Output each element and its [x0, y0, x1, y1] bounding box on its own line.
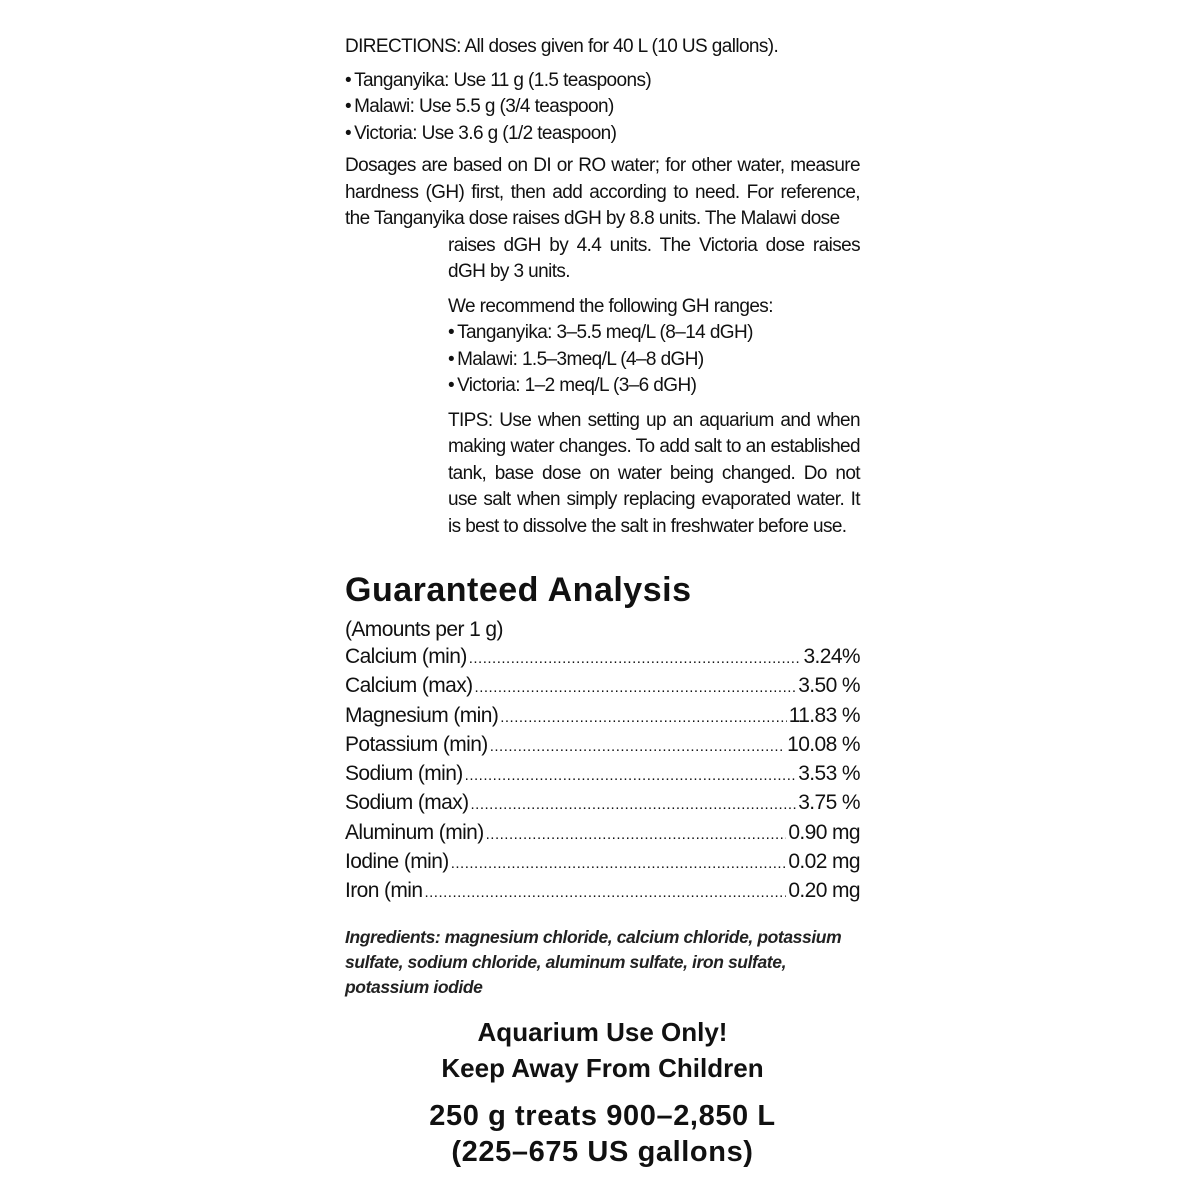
range-item-tanganyika: • Tanganyika: 3–5.5 meq/L (8–14 dGH)	[448, 320, 860, 347]
analysis-row	[345, 760, 860, 789]
analysis-row	[345, 848, 860, 877]
analysis-row-value: 10.08 %	[787, 732, 860, 756]
treats-gallons-text: (225–675 US gallons)	[451, 1135, 754, 1168]
dose-item-victoria: • Victoria: Use 3.6 g (1/2 teaspoon)	[345, 121, 860, 148]
gh-range-list	[448, 320, 860, 400]
dosage-paragraph: Dosages are based on DI or RO water; for other water, measure hardness (GH) first, then add according to need. For reference, the Tanganyika dose raises dGH by 8.8 units. The Malawi dose	[345, 155, 860, 229]
dot-leader	[471, 791, 797, 818]
analysis-row-name: Iron (min	[345, 879, 423, 903]
dot-leader	[490, 733, 785, 760]
dosage-paragraph-continued: raises dGH by 4.4 units. The Victoria dose raises dGH by 3 units.	[448, 234, 860, 282]
keep-away-text: Keep Away From Children	[441, 1052, 764, 1083]
product-label	[345, 34, 860, 1170]
dose-item-tanganyika: • Tanganyika: Use 11 g (1.5 teaspoons)	[345, 68, 860, 95]
analysis-row-name: Aluminum (min)	[345, 820, 484, 844]
analysis-row	[345, 819, 860, 848]
aquarium-use-only-text: Aquarium Use Only!	[477, 1016, 728, 1047]
directions-heading: DIRECTIONS: All doses given for 40 L (10 US gallons).	[345, 36, 779, 57]
analysis-row-value: 0.90 mg	[788, 820, 860, 844]
analysis-row-name: Iodine (min)	[345, 850, 449, 874]
gh-ranges-heading: We recommend the following GH ranges:	[448, 295, 773, 317]
analysis-row	[345, 789, 860, 818]
warning-block	[345, 1014, 860, 1086]
analysis-row-value: 3.24%	[803, 645, 860, 668]
analysis-row-value: 11.83 %	[788, 703, 860, 727]
dot-leader	[500, 704, 786, 731]
analysis-row-value: 0.20 mg	[788, 879, 860, 903]
analysis-row-name: Calcium (min)	[345, 645, 467, 668]
dose-list	[345, 68, 860, 148]
analysis-row-name: Sodium (min)	[345, 762, 463, 786]
tips-paragraph: TIPS: Use when setting up an aquarium and when making water changes. To add salt to an established tank, base dose on water being changed. Do not use salt when simply replacing evaporated water. It is best to dissolve the salt in freshwater before use.	[448, 409, 860, 537]
ingredients-text: Ingredients: magnesium chloride, calcium chloride, potassium sulfate, sodium chloride, aluminum sulfate, iron sulfate, potassium iodide	[345, 926, 842, 997]
analysis-row-value: 3.53 %	[798, 762, 860, 786]
analysis-table	[345, 643, 860, 907]
dot-leader	[475, 674, 797, 701]
analysis-row-value: 3.50 %	[798, 674, 860, 698]
dot-leader	[469, 645, 802, 672]
dot-leader	[486, 821, 787, 848]
range-item-victoria: • Victoria: 1–2 meq/L (3–6 dGH)	[448, 373, 860, 400]
indented-column	[448, 233, 860, 541]
analysis-row-name: Magnesium (min)	[345, 703, 499, 727]
analysis-row	[345, 672, 860, 701]
dose-item-malawi: • Malawi: Use 5.5 g (3/4 teaspoon)	[345, 94, 860, 121]
dot-leader	[424, 879, 786, 906]
analysis-row-name: Calcium (max)	[345, 674, 473, 698]
guaranteed-analysis-title: Guaranteed Analysis	[345, 571, 692, 609]
analysis-subtitle: (Amounts per 1 g)	[345, 618, 503, 641]
treats-block	[345, 1098, 860, 1170]
analysis-row	[345, 731, 860, 760]
analysis-row	[345, 877, 860, 906]
analysis-row	[345, 702, 860, 731]
dot-leader	[451, 850, 787, 877]
range-item-malawi: • Malawi: 1.5–3meq/L (4–8 dGH)	[448, 347, 860, 374]
analysis-row-name: Sodium (max)	[345, 791, 469, 815]
analysis-row-value: 0.02 mg	[788, 850, 860, 874]
dot-leader	[465, 762, 797, 789]
analysis-row	[345, 643, 860, 672]
treats-liters-text: 250 g treats 900–2,850 L	[429, 1099, 776, 1132]
analysis-row-value: 3.75 %	[798, 791, 860, 815]
analysis-row-name: Potassium (min)	[345, 732, 488, 756]
